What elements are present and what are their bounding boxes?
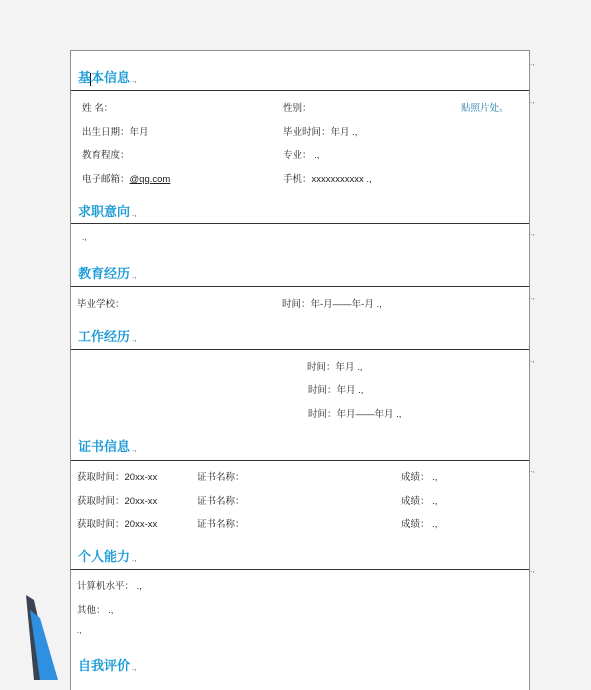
email-value[interactable]: @qq.com (129, 174, 171, 185)
cert-score[interactable]: 成绩： ., (401, 519, 438, 530)
decorative-corner-shape (0, 580, 60, 680)
graduation-time[interactable]: 毕业时间：年月 ., (283, 127, 358, 138)
section-title: 证书信息 (78, 439, 131, 454)
section-divider (71, 349, 529, 350)
margin-mark: ., (530, 292, 535, 301)
email-row[interactable] (82, 171, 170, 185)
paragraph-mark: ., (132, 444, 137, 453)
section-heading-basic (78, 67, 136, 86)
section-divider (71, 223, 529, 224)
paragraph-mark: ., (132, 209, 137, 218)
cert-obtain-time[interactable]: 获取时间：20xx-xx (77, 519, 158, 530)
other-ability[interactable]: 其他： ., (77, 605, 114, 616)
section-title: 教育经历 (78, 266, 131, 281)
margin-mark: ., (530, 565, 535, 574)
cert-score[interactable]: 成绩： ., (401, 496, 438, 507)
margin-mark: ., (530, 465, 535, 474)
section-heading-work (78, 326, 136, 345)
paragraph-mark: ., (132, 663, 137, 672)
section-title: 自我评价 (78, 658, 131, 673)
section-heading-ability (78, 546, 136, 565)
cert-name[interactable]: 证书名称： (197, 519, 245, 530)
photo-placeholder[interactable]: 贴照片处。 (461, 103, 509, 114)
section-title: 求职意向 (78, 204, 131, 219)
section-divider (71, 460, 529, 461)
section-divider (71, 90, 529, 91)
paragraph-mark: ., (132, 271, 137, 280)
work-time[interactable]: 时间：年月——年月 ., (308, 409, 402, 420)
ability-blank-line[interactable]: ., (77, 626, 82, 635)
margin-mark: ., (530, 355, 535, 364)
section-divider (71, 286, 529, 287)
paragraph-mark: ., (132, 75, 137, 84)
name-label[interactable]: 姓 名： (82, 103, 114, 114)
margin-mark: ., (530, 96, 535, 105)
intent-line[interactable]: ., (82, 233, 87, 242)
email-label: 电子邮箱： (82, 174, 130, 185)
cert-obtain-time[interactable]: 获取时间：20xx-xx (77, 472, 158, 483)
education-time[interactable]: 时间：年-月——年-月 ., (282, 299, 382, 310)
phone[interactable]: 手机：xxxxxxxxxxx ., (283, 174, 372, 185)
paragraph-mark: ., (132, 334, 137, 343)
section-heading-education (78, 263, 136, 282)
margin-mark: ., (530, 228, 535, 237)
cert-score[interactable]: 成绩： ., (401, 472, 438, 483)
section-title: 工作经历 (78, 329, 131, 344)
work-time[interactable]: 时间：年月 ., (308, 385, 364, 396)
section-heading-intent (78, 201, 136, 220)
major[interactable]: 专业： ., (283, 150, 320, 161)
section-divider (71, 569, 529, 570)
paragraph-mark: ., (132, 554, 137, 563)
work-time[interactable]: 时间：年月 ., (307, 362, 363, 373)
cert-obtain-time[interactable]: 获取时间：20xx-xx (77, 496, 158, 507)
resume-page (70, 50, 530, 690)
cert-name[interactable]: 证书名称： (197, 496, 245, 507)
section-heading-cert (78, 436, 136, 455)
birth-date[interactable]: 出生日期：年月 (82, 127, 149, 138)
section-title: 个人能力 (78, 549, 131, 564)
section-heading-self (78, 655, 136, 674)
computer-level[interactable]: 计算机水平： ., (77, 581, 142, 592)
education-level[interactable]: 教育程度： (82, 150, 130, 161)
school[interactable]: 毕业学校： (77, 299, 125, 310)
margin-mark: ., (530, 58, 535, 67)
cert-name[interactable]: 证书名称： (197, 472, 245, 483)
section-title: 基本信息 (78, 70, 131, 85)
gender-label[interactable]: 性别： (283, 103, 312, 114)
